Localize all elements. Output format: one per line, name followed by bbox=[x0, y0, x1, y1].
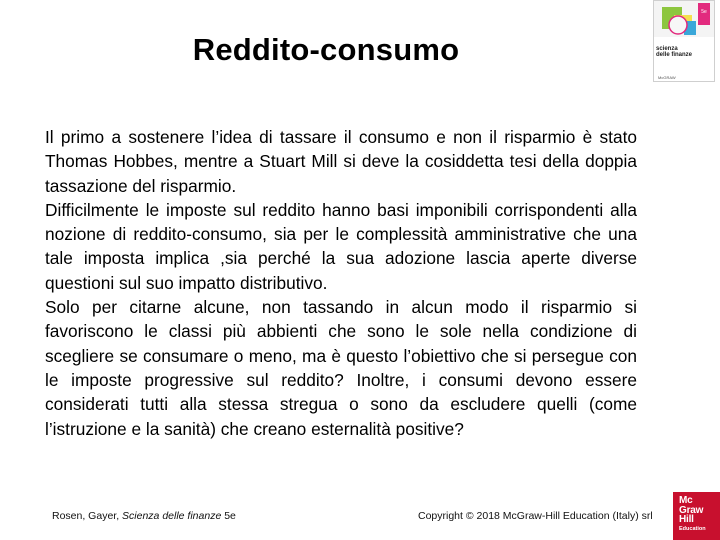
cover-pie bbox=[669, 16, 687, 34]
cover-badge-text: 5e bbox=[701, 9, 707, 15]
footer-citation bbox=[52, 510, 236, 522]
cover-graphic bbox=[654, 1, 714, 45]
paragraph-3: Solo per citarne alcune, non tassando in alcun modo il risparmio si favoriscono le classi più abbienti che sono le sole nella condizione di scegliere se consumare o meno, ma è questo l’obiettivo che si persegue con le imposte progressive sul reddito? Inoltre, i consumi devono essere considerati tutti alla stessa stregua o sono da escludere quelli (come l’istruzione e la sanità) che creano esternalità positive? bbox=[45, 297, 637, 439]
mcgraw-hill-logo bbox=[673, 492, 720, 540]
slide-title: Reddito-consumo bbox=[192, 32, 460, 67]
book-cover-image bbox=[653, 0, 715, 82]
footer-book-title: Scienza delle finanze bbox=[122, 510, 222, 522]
footer-authors: Rosen, Gayer, bbox=[52, 510, 123, 522]
footer-copyright: Copyright © 2018 McGraw-Hill Education (Italy) srl bbox=[418, 510, 653, 522]
paragraph-2: Difficilmente le imposte sul reddito hanno basi imponibili corrispondenti alla nozione di reddito-consumo, sia per le complessità amministrative che una tale imposta implica ,sia perché la sua adozione lascia aperte diverse questioni sul suo impatto distributivo. bbox=[45, 199, 637, 293]
cover-publisher: McGRAW bbox=[658, 75, 676, 80]
logo-subtitle: Education bbox=[679, 525, 706, 532]
slide-body bbox=[45, 125, 637, 441]
logo-line-1: Mc bbox=[679, 495, 693, 506]
footer-edition: 5e bbox=[221, 510, 236, 522]
logo-line-2: Graw bbox=[679, 504, 704, 516]
paragraph-1: Il primo a sostenere l’idea di tassare il consumo e non il risparmio è stato Thomas Hobbes, mentre a Stuart Mill si deve la cosiddetta tesi della doppia tassazione del risparmio. bbox=[45, 127, 637, 196]
cover-title-line2: delle finanze bbox=[656, 52, 693, 58]
cover-title bbox=[656, 46, 712, 58]
logo-line-3: Hill bbox=[679, 514, 694, 525]
cover-title-line1: scienza bbox=[656, 46, 678, 52]
